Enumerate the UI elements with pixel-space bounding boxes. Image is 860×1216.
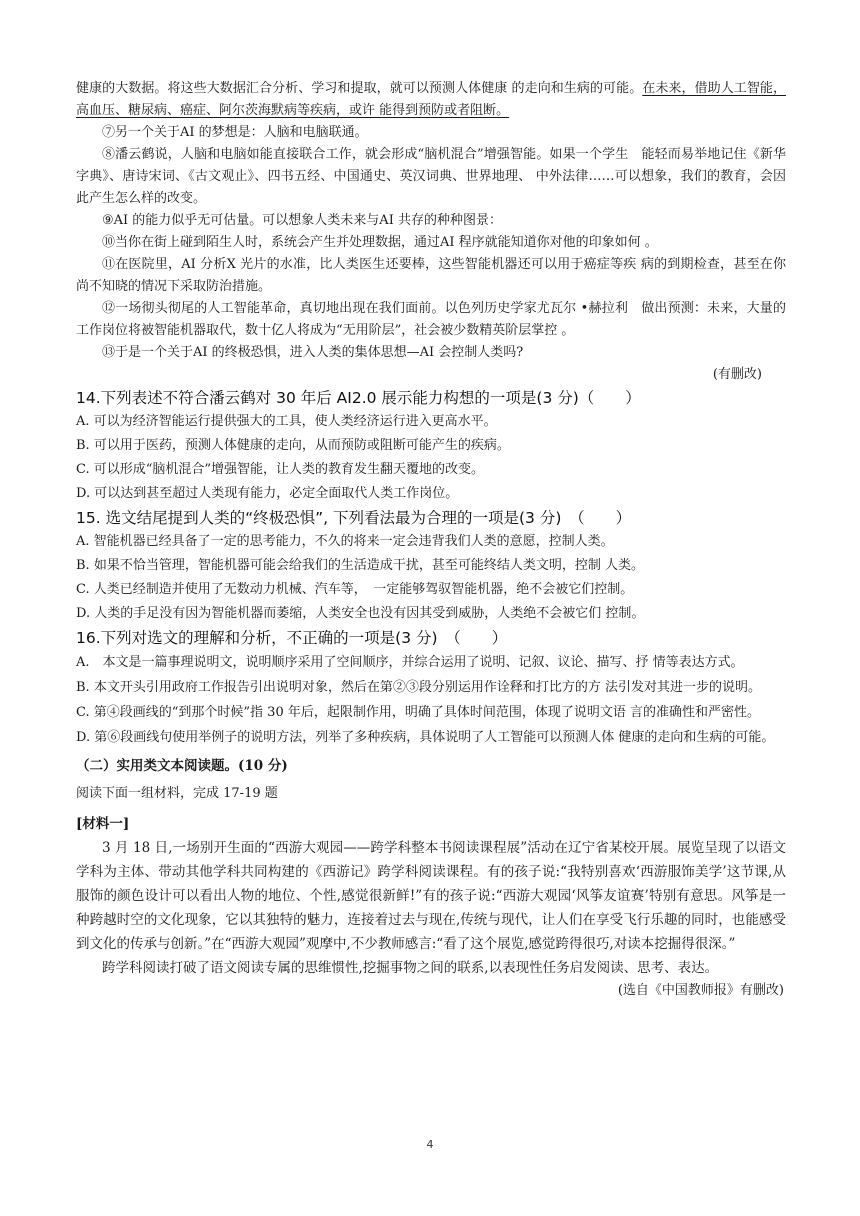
passage-paragraph-8: ⑧潘云鹤说，人脑和电脑如能直接联合工作，就会形成“脑机混合”增强智能。如果一个学生 能轻而易举地记住《新华字典》、唐诗宋词、《古文观止》、四书五经、中国通史、英汉词典、世界地理、 中外法律……可以想象，我们的教育，会因此产生怎么样的改变。 — [76, 147, 786, 206]
question-stem: 16.下列对选文的理解和分析，不正确的一项是(3 分) （ ） — [76, 629, 508, 647]
material-paragraph-2: 跨学科阅读打破了语文阅读专属的思维惯性,挖掘事物之间的联系,以表现性任务启发阅读、思考、表达。 — [102, 960, 719, 976]
option-a: A. 可以为经济智能运行提供强大的工具，使人类经济运行进入更高水平。 — [76, 414, 497, 429]
passage-paragraph-10: ⑩当你在街上碰到陌生人时，系统会产生并处理数据，通过AI 程序就能知道你对他的印象如何 。 — [102, 235, 658, 250]
question-stem: 14.下列表述不符合潘云鹤对 30 年后 AI2.0 展示能力构想的一项是(3 分)（ ） — [76, 389, 641, 407]
option-c: C. 第④段画线的“到那个时候”指 30 年后，起限制作用，明确了具体时间范围，体现了说明文语 言的准确性和严密性。 — [76, 705, 760, 720]
section-heading: （二）实用类文本阅读题。(10 分) — [76, 758, 288, 774]
question-stem: 15. 选文结尾提到人类的“终极恐惧”, 下列看法最为合理的一项是(3 分) （ ） — [76, 509, 632, 527]
option-b: B. 可以用于医药，预测人体健康的走向，从而预防或阻断可能产生的疾病。 — [76, 438, 510, 453]
option-a: A. 智能机器已经具备了一定的思考能力，不久的将来一定会违背我们人类的意愿，控制人类。 — [76, 534, 614, 549]
passage-paragraph-7: ⑦另一个关于AI 的梦想是：人脑和电脑联通。 — [102, 125, 368, 140]
material-paragraph-1: 3 月 18 日,一场别开生面的“西游大观园——跨学科整本书阅读课程展”活动在辽宁省某校开展。展览呈现了以语文学科为主体、带动其他学科共同构建的《西游记》跨学科阅读课程。有的孩子说:“我特别喜欢‘西游服饰美学’这节课,从服饰的颜色设计可以看出人物的地位、个性,感觉很新鲜!”有的孩子说:“西游大观园‘风筝友谊赛’特别有意思。风筝是一种跨越时空的文化现象，它以其独特的魅力，连接着过去与现在,传统与现代，让人们在享受飞行乐趣的同时，也能感受到文化的传承与创新。”在“西游大观园”观摩中,不少教师感言:“看了这个展览,感觉跨得很巧,对读本挖掘得很深。” — [76, 840, 786, 952]
option-b: B. 如果不恰当管理，智能机器可能会给我们的生活造成干扰，甚至可能终结人类文明，控制 人类。 — [76, 558, 644, 573]
section-instruction: 阅读下面一组材料，完成 17-19 题 — [76, 786, 278, 801]
page-number: 4 — [426, 1138, 434, 1151]
option-d: D. 第⑥段画线句使用举例子的说明方法，列举了多种疾病，具体说明了人工智能可以预测人体 健康的走向和生病的可能。 — [76, 730, 775, 745]
passage-paragraph-9: ⑨AI 的能力似乎无可估量。可以想象人类未来与AI 共存的种种图景： — [102, 213, 502, 228]
passage-source: (有删改) — [712, 367, 762, 382]
option-b: B. 本文开头引用政府工作报告引出说明对象，然后在第②③段分别运用作诠释和打比方的方 法引发对其进一步的说明。 — [76, 680, 761, 695]
option-c: C. 可以形成“脑机混合”增强智能，让人类的教育发生翻天覆地的改变。 — [76, 462, 485, 477]
passage-paragraph-12: ⑫一场彻头彻尾的人工智能革命，真切地出现在我们面前。以色列历史学家尤瓦尔 •赫拉利 做出预测：未来，大量的工作岗位将被智能机器取代，数十亿人将成为“无用阶层”，社会被少数精英阶层掌控 。 — [76, 301, 786, 338]
paragraph-6-underlined: 在未来，借助人工智能，高血压、糖尿病、癌症、阿尔茨海默病等疾病，或许 能得到预防或者阻断。 — [76, 81, 786, 118]
option-d: D. 可以达到甚至超过人类现有能力，必定全面取代人类工作岗位。 — [76, 486, 459, 501]
material-source: (选自《中国教师报》有删改) — [617, 983, 784, 998]
exam-page — [76, 78, 786, 1002]
passage-paragraph-11: ⑪在医院里，AI 分析X 光片的水准，比人类医生还要棒，这些智能机器还可以用于癌症等疾 病的到期检查，甚至在你尚不知晓的情况下采取防治措施。 — [76, 257, 786, 294]
material-label: [材料一] — [76, 816, 130, 832]
passage-paragraph-6 — [76, 78, 786, 122]
question-16 — [76, 626, 786, 750]
question-15 — [76, 506, 786, 626]
question-14 — [76, 386, 786, 506]
passage-paragraph-13: ⑬于是一个关于AI 的终极恐惧，进入人类的集体思想—AI 会控制人类吗? — [102, 345, 524, 360]
option-a: A. 本文是一篇事理说明文，说明顺序采用了空间顺序，并综合运用了说明、记叙、议论、描写、抒 情等表达方式。 — [76, 655, 744, 670]
option-d: D. 人类的手足没有因为智能机器而萎缩，人类安全也没有因其受到威胁，人类绝不会被它们 控制。 — [76, 606, 645, 621]
option-c: C. 人类已经制造并使用了无数动力机械、汽车等， 一定能够驾驭智能机器，绝不会被它们控制。 — [76, 582, 634, 597]
paragraph-6-text: 健康的大数据。将这些大数据汇合分析、学习和提取，就可以预测人体健康 的走向和生病的可能。 — [76, 81, 643, 96]
